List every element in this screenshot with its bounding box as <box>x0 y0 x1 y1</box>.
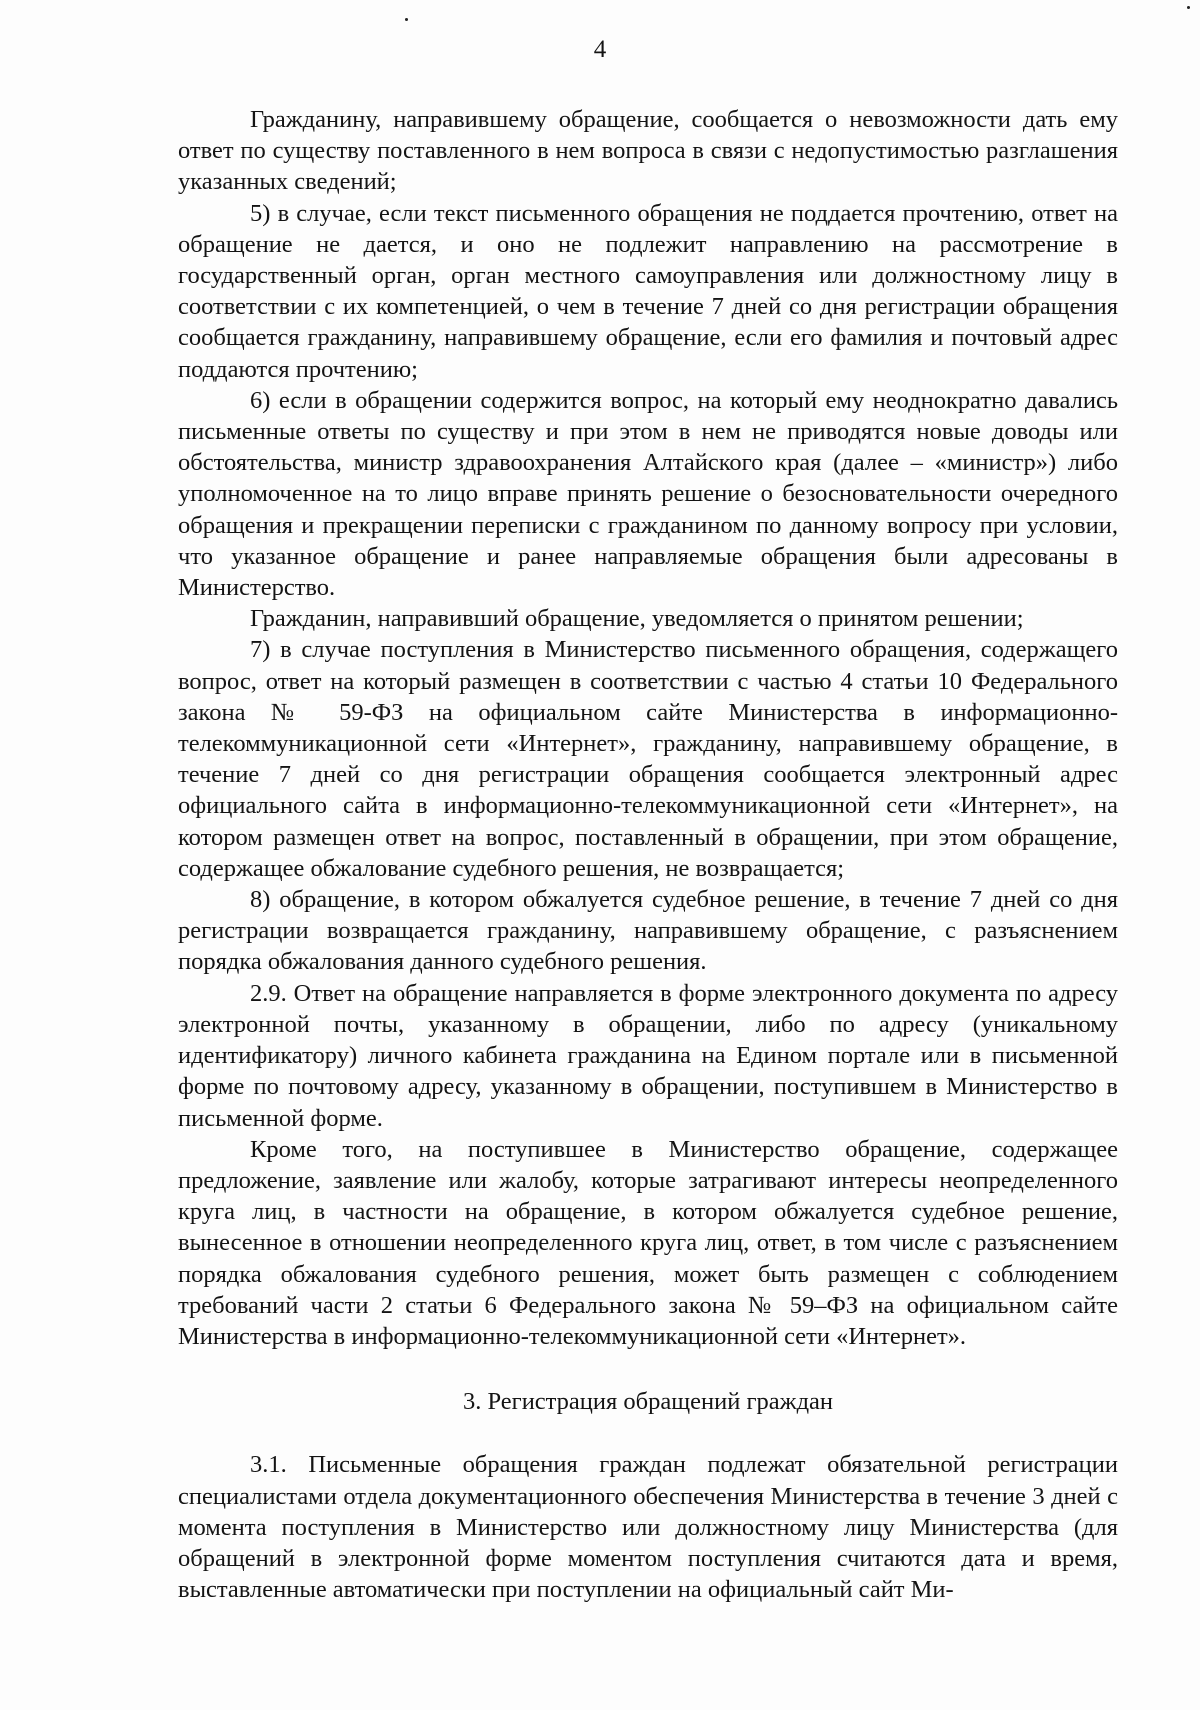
section-heading: 3. Регистрация обращений граждан <box>462 1388 834 1416</box>
paragraph: Гражданин, направивший обращение, уведомляется о принятом решении; <box>250 605 1024 633</box>
paragraph: 6) если в обращении содержится вопрос, на который ему неоднократно давались письменные ответы по существу и при этом в нем не приводятся новые доводы или обстоятельства, министр здравоохранения Алтайского края (далее – «министр») либо уполномоченное на то лицо вправе принять решение о безосновательности очередного обращения и прекращении переписки с гражданином по данному вопросу при условии, что указанное обращение и ранее направляемые обращения были адресованы в Министерство. <box>178 386 1118 602</box>
scan-speck <box>1187 6 1190 9</box>
paragraph: 3.1. Письменные обращения граждан подлежат обязательной регистрации специалистами отдела документационного обеспечения Министерства в течение 3 дней с момента поступления в Министерство или должностному лицу Министерства (для обращений в электронной форме моментом поступления считаются дата и время, выставленные автоматически при поступлении на официальный сайт Ми- <box>178 1451 1118 1604</box>
scan-speck <box>405 18 408 21</box>
paragraph: Гражданину, направившему обращение, сообщается о невозможности дать ему ответ по существу поставленного в нем вопроса в связи с недопустимостью разглашения указанных сведений; <box>178 106 1118 196</box>
paragraph: 2.9. Ответ на обращение направляется в форме электронного документа по адресу электронной почты, указанному в обращении, либо по адресу (уникальному идентификатору) личного кабинета гражданина на Едином портале или в письменной форме по почтовому адресу, указанному в обращении, поступившем в Министерство в письменной форме. <box>178 979 1118 1132</box>
page-number: 4 <box>593 36 607 63</box>
paragraph: Кроме того, на поступившее в Министерство обращение, содержащее предложение, заявление или жалобу, которые затрагивают интересы неопределенного круга лиц, в частности на обращение, в котором обжалуется судебное решение, вынесенное в отношении неопределенного круга лиц, ответ, в том числе с разъяснением порядка обжалования судебного решения, может быть размещен с соблюдением требований части 2 статьи 6 Федерального закона № 59–ФЗ на официальном сайте Министерства в информационно-телекоммуникационной сети «Интернет». <box>178 1135 1118 1350</box>
paragraph: 8) обращение, в котором обжалуется судебное решение, в течение 7 дней со дня регистрации возвращается гражданину, направившему обращение, с разъяснением порядка обжалования данного судебного решения. <box>178 886 1118 976</box>
paragraph: 5) в случае, если текст письменного обращения не поддается прочтению, ответ на обращение не дается, и оно не подлежит направлению на рассмотрение в государственный орган, орган местного самоуправления или должностному лицу в соответствии с их компетенцией, о чем в течение 7 дней со дня регистрации обращения сообщается гражданину, направившему обращение, если его фамилия и почтовый адрес поддаются прочтению; <box>178 199 1118 383</box>
document-body <box>178 104 1118 1605</box>
paragraph: 7) в случае поступления в Министерство письменного обращения, содержащего вопрос, ответ на который размещен в соответствии с частью 4 статьи 10 Федерального закона № 59-ФЗ на официальном сайте Министерства в информационно-телекоммуникационной сети «Интернет», гражданину, направившему обращение, в течение 7 дней со дня регистрации обращения сообщается электронный адрес официального сайта в информационно-телекоммуникационной сети «Интернет», на котором размещен ответ на вопрос, поставленный в обращении, при этом обращение, содержащее обжалование судебного решения, не возвращается; <box>178 636 1118 882</box>
